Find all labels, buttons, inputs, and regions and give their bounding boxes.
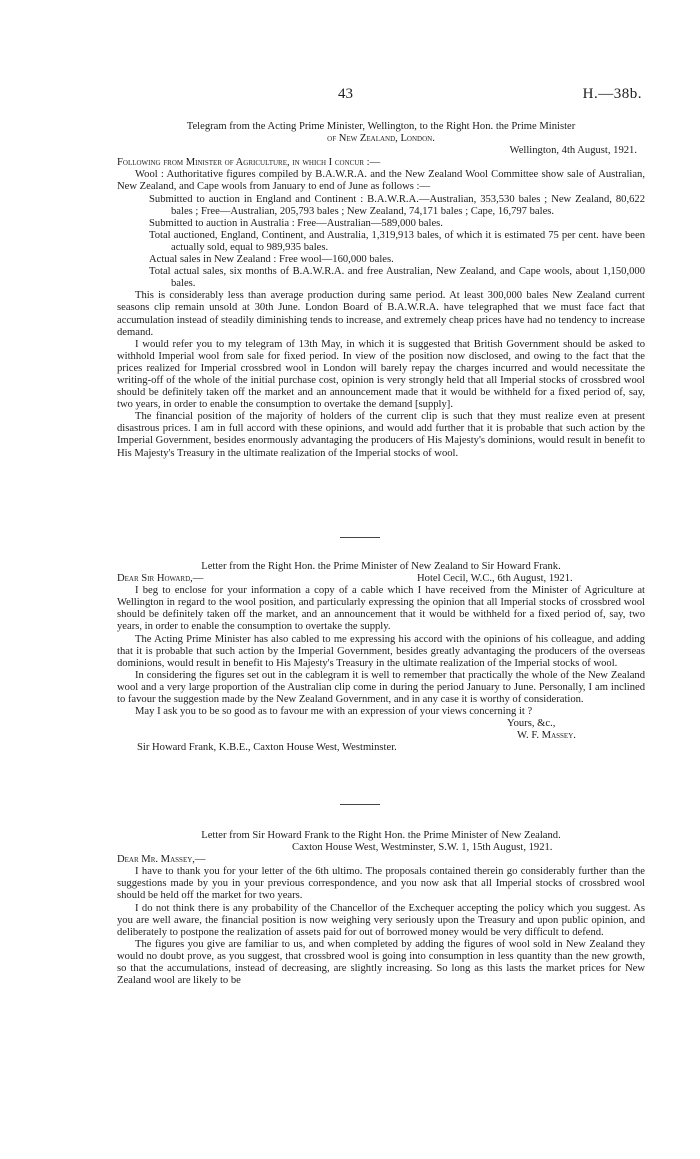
- letter1-section: [117, 561, 645, 755]
- letter1-signature: W. F. Massey.: [517, 730, 576, 742]
- letter2-dateline: Caxton House West, Westminster, S.W. 1, 15th August, 1921.: [292, 842, 553, 854]
- telegram-heading-line2: of New Zealand, London.: [327, 133, 435, 145]
- letter1-salutation: Dear Sir Howard,—: [117, 573, 204, 585]
- letter1-paragraph: The Acting Prime Minister has also cabled to me expressing his accord with the opinions of his colleague, and adding that it is probable that such action by the Imperial Government, besides greatly advantaging the producers of the overseas dominions, would result in benefit to His Majesty's Treasury in the ultimate realization of the Imperial stocks of wool.: [117, 633, 645, 669]
- telegram-item: Submitted to auction in England and Continent : B.A.W.R.A.—Australian, 353,530 bales ; New Zealand, 80,622 bales ; Free—Australian, 205,793 bales ; New Zealand, 74,171 bales ; Cape, 16,797 bales.: [149, 193, 645, 217]
- letter1-address: Sir Howard Frank, K.B.E., Caxton House West, Westminster.: [137, 742, 397, 754]
- telegram-item: Total actual sales, six months of B.A.W.R.A. and free Australian, New Zealand, and Cape wools, about 1,150,000 bales.: [149, 266, 645, 290]
- section-divider: [340, 804, 380, 805]
- letter1-paragraph: I beg to enclose for your information a copy of a cable which I have received from the Minister of Agriculture at Wellington in regard to the wool position, and particularly expressing the opinion that all Imperial stocks of crossbred wool should be definitely taken off the market, and an announcement that it would be withheld for a fixed period of, say, two years, in order to enable the consumption to overtake the supply.: [117, 585, 645, 633]
- letter1-dateline: Hotel Cecil, W.C., 6th August, 1921.: [417, 573, 573, 585]
- telegram-item: Actual sales in New Zealand : Free wool—160,000 bales.: [149, 254, 394, 266]
- letter1-closing: Yours, &c.,: [507, 718, 556, 730]
- telegram-wool-paragraph: Wool : Authoritative figures compiled by B.A.W.R.A. and the New Zealand Wool Committee show sale of Australian, New Zealand, and Cape wools from January to end of June as follows :—: [117, 169, 645, 193]
- telegram-paragraph: This is considerably less than average production during same period. At least 300,000 bales New Zealand current seasons clip remain unsold at 30th June. London Board of B.A.W.R.A. have telegraphed that we must face fact that accumulation instead of steadily diminishing tends to increase, and extremely cheap prices have had no tendency to increase demand.: [117, 290, 645, 338]
- letter2-section: [117, 830, 645, 987]
- letter1-salutation-line: [117, 573, 645, 585]
- telegram-heading-line1: Telegram from the Acting Prime Minister, Wellington, to the Right Hon. the Prime Minister: [186, 121, 576, 132]
- document-reference: H.—38b.: [582, 86, 642, 102]
- letter2-paragraph: I have to thank you for your letter of the 6th ultimo. The proposals contained therein go considerably further than the suggestions made by you in your previous correspondence, and you now ask that all Imperial stocks of crossbred wool should be held off the market for two years.: [117, 866, 645, 902]
- letter2-heading: Letter from Sir Howard Frank to the Right Hon. the Prime Minister of New Zealand.: [201, 830, 561, 841]
- letter2-paragraph: The figures you give are familiar to us, and when completed by adding the figures of wool sold in New Zealand they would no doubt prove, as you suggest, that crossbred wool is going into consumption in less quantity than the new growth, so that the accumulations, instead of decreasing, are slightly increasing. So long as this lasts the market prices for New Zealand wool are likely to be: [117, 938, 645, 987]
- telegram-item: Total auctioned, England, Continent, and Australia, 1,319,913 bales, of which it is estimated 75 per cent. have been actually sold, equal to 989,935 bales.: [149, 229, 645, 253]
- page-number: 43: [338, 86, 353, 102]
- telegram-paragraph: The financial position of the majority of holders of the current clip is such that they must realize even at present disastrous prices. I am in full accord with these opinions, and would add further that it is probable that such action by the Imperial Government, besides enormously advantaging the producers of His Majesty's dominions, would result in benefit to His Majesty's Treasury in the ultimate realization of the Imperial stocks of wool.: [117, 411, 645, 459]
- letter2-paragraph: I do not think there is any probability of the Chancellor of the Exchequer accepting the policy which you suggest. As you are well aware, the financial position is now weighing very seriously upon the Treasury and upon public opinion, and deliberately to postpone the realization of assets paid for out of borrowed money would be very difficult to defend.: [117, 902, 645, 938]
- letter1-paragraph: In considering the figures set out in the cablegram it is well to remember that practically the whole of the New Zealand wool and a very large proportion of the Australian clip come in during the period January to June. Personally, I am inclined to favour the suggestion made by the New Zealand Government, and in any case it is worthy of consideration.: [117, 669, 645, 706]
- telegram-item: Submitted to auction in Australia : Free—Australian—589,000 bales.: [149, 217, 443, 229]
- telegram-section: [117, 121, 645, 460]
- section-divider: [340, 537, 380, 538]
- letter1-heading: Letter from the Right Hon. the Prime Minister of New Zealand to Sir Howard Frank.: [201, 561, 561, 572]
- telegram-paragraph: I would refer you to my telegram of 13th May, in which it is suggested that British Government should be asked to withhold Imperial wool from sale for fixed period. In view of the position now disclosed, and owing to the fact that the prices realized for Imperial crossbred wool in London will barely repay the charges incurred and would necessitate the writing-off of the whole of the initial purchase cost, opinion is very strongly held that all Imperial stocks of crossbred wool should be definitely taken off the market and an announcement made that it would be withheld for a fixed period of, say, two years, in order to enable the consumption to overtake the demand [supply].: [117, 338, 645, 411]
- letter1-paragraph: May I ask you to be so good as to favour me with an expression of your views concerning it ?: [135, 706, 533, 718]
- telegram-dateline: Wellington, 4th August, 1921.: [509, 145, 637, 157]
- telegram-intro: Following from Minister of Agriculture, in which I concur :—: [117, 157, 381, 169]
- letter2-salutation: Dear Mr. Massey,—: [117, 854, 206, 866]
